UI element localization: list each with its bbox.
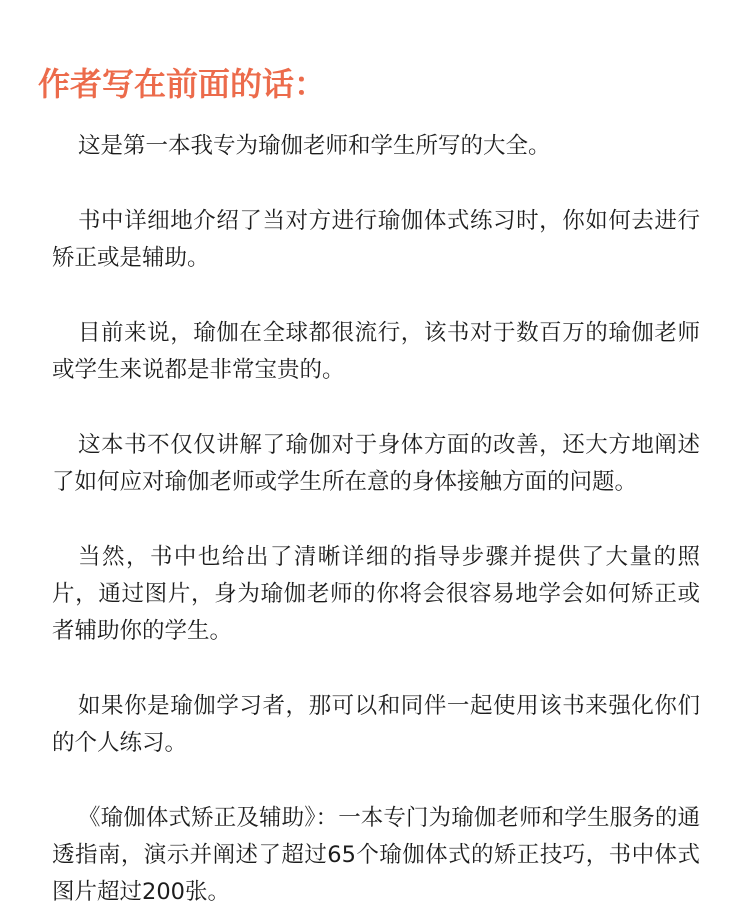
paragraph-instructions-photos: 当然，书中也给出了清晰详细的指导步骤并提供了大量的照片，通过图片，身为瑜伽老师的你将会很容易地学会如何矫正或者辅助你的学生。 — [52, 544, 700, 644]
paragraph-book-summary: 《瑜伽体式矫正及辅助》：一本专门为瑜伽老师和学生服务的通透指南，演示并阐述了超过65个瑜伽体式的矫正技巧，书中体式图片超过200张。 — [52, 805, 700, 905]
paragraph-content-overview: 书中详细地介绍了当对方进行瑜伽体式练习时，你如何去进行矫正或是辅助。 — [52, 208, 700, 271]
paragraph-learners: 如果你是瑜伽学习者，那可以和同伴一起使用该书来强化你们的个人练习。 — [52, 693, 700, 756]
paragraph-intro: 这是第一本我专为瑜伽老师和学生所写的大全。 — [78, 133, 551, 159]
paragraph-physical-contact: 这本书不仅仅讲解了瑜伽对于身体方面的改善，还大方地阐述了如何应对瑜伽老师或学生所在意的身体接触方面的问题。 — [52, 432, 700, 495]
article-title: 作者写在前面的话： — [38, 65, 327, 103]
article-body — [52, 128, 700, 911]
paragraph-popularity: 目前来说，瑜伽在全球都很流行，该书对于数百万的瑜伽老师或学生来说都是非常宝贵的。 — [52, 320, 700, 383]
